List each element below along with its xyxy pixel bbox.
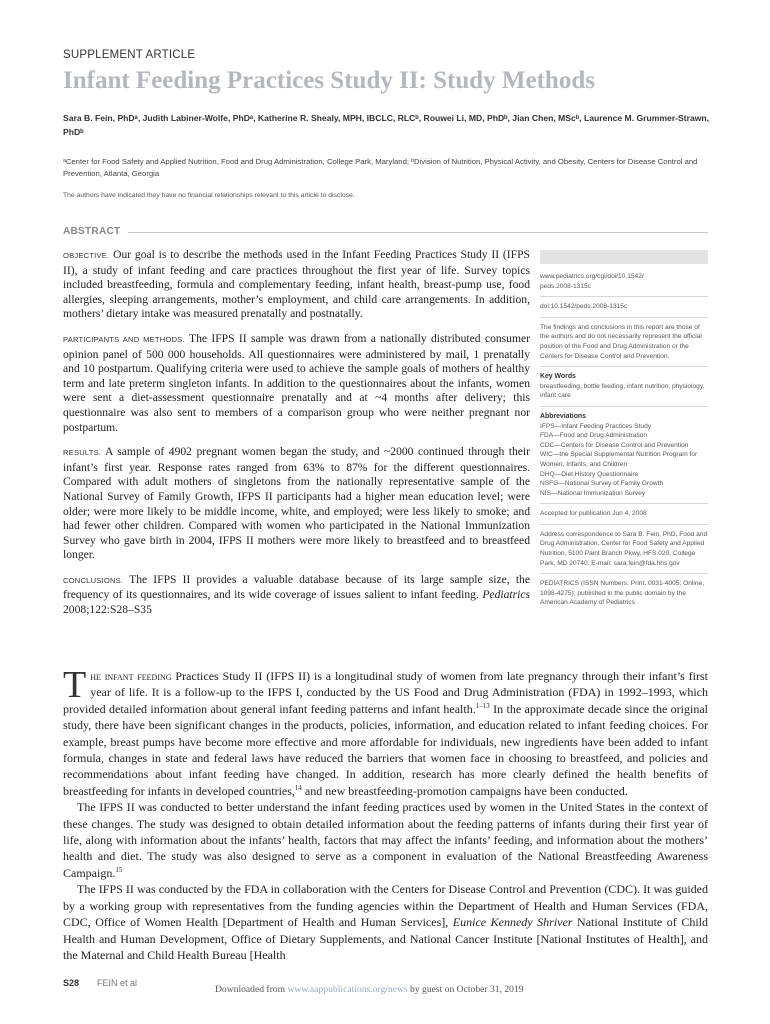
- abstract-results: [63, 445, 530, 563]
- abstract-divider: [128, 232, 708, 233]
- participants-label: PARTICIPANTS AND METHODS.: [63, 334, 185, 344]
- abbreviation-item: IFPS—Infant Feeding Practices Study: [540, 422, 652, 430]
- author-list: Sara B. Fein, PhDᵃ, Judith Labiner-Wolfe, PhDᵃ, Katherine R. Shealy, MPH, IBCLC, RLCᵇ, Rouwei Li, MD, PhDᵇ, Jian Chen, MScᵇ, Laurence M. Grummer-Strawn, PhDᵇ: [63, 113, 710, 137]
- abbreviation-item: NIS—National Immunization Survey: [540, 489, 646, 497]
- results-text: A sample of 4902 pregnant women began the study, and ~2000 continued through their infant’s first year. Response rates ranged from 63% to 87% for the different questionnaires. Compared with adult mothers of singletons from the nationally representative sample of the National Survey of Family Growth, IFPS II participants had a higher mean education level; were older; were more likely to be middle income, white, and employed; were less likely to smoke; and had fewer other children. Compared with women who participated in the National Immunization Survey who gave birth in 2004, IFPS II mothers were more likely to breastfeed and to breastfeed longer.: [63, 445, 531, 562]
- abstract-objective: [63, 248, 530, 322]
- abbreviation-item: WIC—the Special Supplemental Nutrition Program for Women, Infants, and Children: [540, 451, 698, 468]
- conclusions-label: CONCLUSIONS.: [63, 575, 124, 585]
- abbreviation-item: NSFG—National Survey of Family Growth: [540, 480, 664, 488]
- paragraph-text: and new breastfeeding-promotion campaigns have been conducted.: [301, 783, 628, 798]
- abstract-conclusions: [63, 573, 530, 618]
- article-type-label: SUPPLEMENT ARTICLE: [63, 49, 196, 61]
- drop-cap: T: [63, 664, 87, 706]
- paragraph-italic: Eunice Kennedy Shriver: [452, 915, 573, 930]
- download-prefix: Downloaded from: [215, 984, 288, 995]
- conclusions-text: The IFPS II provides a valuable database because of its large sample size, the frequency of its questionnaires, and its wide coverage of issues salient to infant feeding.: [63, 572, 530, 602]
- article-sidebar: [540, 250, 708, 618]
- citation-ref[interactable]: 15: [115, 865, 123, 874]
- sidebar-issn: PEDIATRICS (ISSN Numbers: Print, 0031-4005; Online, 1098-4275); published in the public domain by the American Academy of Pediatrics: [540, 580, 705, 607]
- abbreviation-item: CDC—Centers for Disease Control and Prevention: [540, 441, 689, 449]
- sidebar-header-bar: [540, 250, 708, 264]
- keywords-heading: Key Words: [540, 373, 576, 381]
- paragraph-text: National Institute of Child Health and Human Development, Office of Dietary Supplements, and National Cancer Institute [National Institutes of Health], and the Maternal and Child Health Bureau [Health: [63, 915, 708, 962]
- financial-disclosure: The authors have indicated they have no financial relationships relevant to this article to disclose.: [63, 192, 355, 199]
- objective-label: OBJECTIVE.: [63, 251, 110, 260]
- citation-volume: 2008;122:S28–S35: [63, 603, 152, 617]
- page-number: S28: [63, 978, 80, 988]
- keywords-list: breastfeeding, bottle feeding, infant nutrition, physiology, infant care: [540, 382, 705, 400]
- citation-journal: Pediatrics: [482, 588, 530, 602]
- download-notice: [215, 984, 524, 995]
- paragraph-text: Practices Study II (IFPS II) is a longitudinal study of women from late pregnancy through their infant’s first year of life. It is a follow-up to the IFPS I, conducted by the US Food and Drug Administration (FDA) in 1992–1993, which provided detailed information about general infant feeding patterns and infant health.: [63, 669, 709, 716]
- affiliations: ᵃCenter for Food Safety and Applied Nutrition, Food and Drug Administration, College Park, Maryland; ᵇDivision of Nutrition, Physical Activity, and Obesity, Centers for Disease Control and Prevention, Atlanta, Georgia: [63, 157, 698, 178]
- citation-ref[interactable]: 14: [294, 783, 302, 792]
- article-title: Infant Feeding Practices Study II: Study Methods: [63, 67, 595, 94]
- lead-in-smallcaps: he infant feeding: [90, 669, 172, 683]
- participants-text: The IFPS II sample was drawn from a nationally distributed consumer opinion panel of 500 000 households. All questionnaires were administered by mail, 1 prenatally and 10 postpartum. Qualifying criteria were used to achieve the sample goals of mothers of healthy term and late preterm singleton infants. In addition to the questionnaires about the infants, women were sent a diet-assessment questionnaire prenatally and at ~4 months after delivery; this questionnaire was also sent to members of a comparison group who were neither pregnant nor postpartum.: [63, 331, 530, 434]
- download-link[interactable]: www.aappublications.org/news: [287, 984, 408, 995]
- sidebar-doi-block: [540, 272, 708, 297]
- body-paragraph-2: [63, 799, 708, 881]
- sidebar-disclaimer: The findings and conclusions in this report are those of the authors and do not necessarily represent the official position of the Food and Drug Administration or the Centers for Disease Control and Prevention.: [540, 323, 708, 367]
- results-label: RESULTS.: [63, 448, 102, 458]
- sidebar-abbreviations: [540, 412, 708, 504]
- body-paragraph-3: [63, 881, 708, 963]
- abstract-heading: ABSTRACT: [63, 226, 121, 237]
- body-paragraph-1: [63, 664, 709, 799]
- abbreviation-item: FDA—Food and Drug Administration: [540, 432, 648, 440]
- sidebar-accepted-date: Accepted for publication Jun 4, 2008: [540, 509, 708, 525]
- paragraph-text: The IFPS II was conducted by the FDA in collaboration with the Centers for Disease Control and Prevention (CDC). It was guided by a working group with representatives from the funding agencies within the Department of Health and Human Services (FDA, CDC, Office of Women Health [Department of Health and Human Services],: [63, 882, 708, 930]
- download-suffix: by guest on October 31, 2019: [407, 984, 524, 995]
- objective-text: Our goal is to describe the methods used in the Infant Feeding Practices Study II (IFPS II), a study of infant feeding and care practices throughout the first year of life. Survey topics included breastfeeding, formula and complementary feeding, infant health, breast-pump use, food allergies, sleeping arrangements, mother’s employment, and child care arrangements. In addition, mothers’ dietary intake was measured prenatally and postnatally.: [63, 248, 530, 321]
- article-url-line-1[interactable]: www.pediatrics.org/cgi/doi/10.1542/: [540, 273, 644, 280]
- running-author: FEIN et al: [97, 978, 138, 988]
- abstract-participants: [63, 332, 530, 435]
- paragraph-text: The IFPS II was conducted to better understand the infant feeding practices used by women in the United States in the context of these changes. The study was designed to obtain detailed information about the feeding patterns of infants during their first year of life, along with information about the infants’ health, factors that may affect the infants’ feeding, and information about the mothers’ health and diet. The study was also designed to serve as a component in evaluation of the National Breastfeeding Awareness Campaign.: [63, 800, 708, 880]
- abbreviations-heading: Abbreviations: [540, 412, 586, 420]
- abstract-body: [63, 248, 530, 628]
- article-body: [63, 664, 709, 963]
- paragraph-text: In the approximate decade since the original study, there have been significant changes in the products, policies, information, and education related to infant feeding choices. For example, breast pumps have become more effective and more affordable for individuals, new ingredients have been added to infant formula, changes in state and federal laws have reduced the barriers that women face in choosing to breastfeed, and policies and recommendations about infant feeding have changed. In addition, research has more clearly defined the health benefits of breastfeeding for infants in developed countries,: [63, 701, 708, 798]
- sidebar-correspondence: Address correspondence to Sara B. Fein, PhD, Food and Drug Administration, Center for Food Safety and Applied Nutrition, 5100 Paint Branch Pkwy, HFS 020, College Park, MD 20740. E-mail: sara.fein@fda.hhs.gov: [540, 530, 708, 574]
- abbreviation-item: DHQ—Diet History Questionnaire: [540, 470, 639, 478]
- sidebar-keywords: [540, 372, 708, 407]
- citation-ref[interactable]: 1–13: [475, 701, 490, 710]
- sidebar-doi[interactable]: doi:10.1542/peds.2008-1315c: [540, 302, 708, 318]
- article-url-line-2[interactable]: peds.2008-1315c: [540, 282, 591, 290]
